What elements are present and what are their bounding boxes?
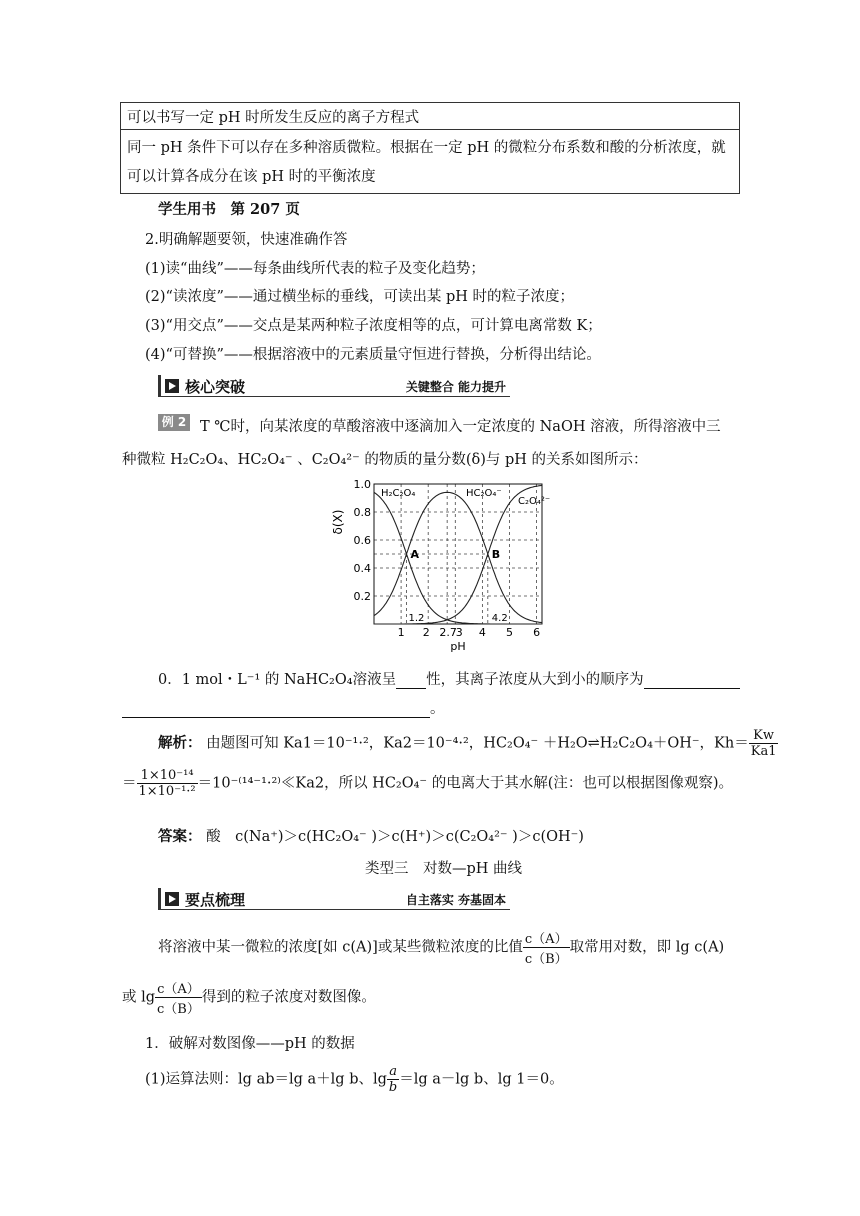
distribution-chart [330,474,560,654]
question-end: 。 [430,701,445,717]
x-tick-label: 3 [455,626,463,639]
c2o4-curve [374,485,542,624]
answer-label: 答案： [158,828,202,845]
table-cell: 同一 pH 条件下可以存在多种溶质微粒。根据在一定 pH 的微粒分布系数和酸的分析浓度，就 [127,140,726,156]
tips-heading: 2.明确解题要领，快速准确作答 [145,232,348,248]
section-title: 要点梳理 [185,891,246,909]
legend-h2c2o4: H₂C₂O₄ [381,488,416,499]
question-line-2 [122,697,445,718]
table-cell: 可以书写一定 pH 时所发生反应的离子方程式 [127,110,420,126]
analysis-label: 解析： [158,734,202,752]
ratio-fraction: $\frac{c(A)}{c(B)}$ [523,928,570,967]
y-tick-label: 0.6 [353,534,371,547]
tip-item: (4)“可替换”——根据溶液中的元素质量守恒进行替换，分析得出结论。 [145,347,601,363]
answer-blank [396,672,426,689]
x-tick-label: 2 [422,626,430,639]
analysis-line-2: ＝ $\frac{\text{1×10⁻¹⁴}}{\text{1×10⁻¹·²}}$ ＝10⁻⁽¹⁴⁻¹·²⁾≪Ka2，所以 HC₂O₄⁻ 的电离大于其水解(注：也可以根据图像观察)。 [122,768,734,799]
answer-text: 酸 c(Na⁺)＞c(HC₂O₄⁻ )＞c(H⁺)＞c(C₂O₄²⁻ )＞c(OH⁻) [206,829,584,845]
ab-fraction: $\frac{a}{b}$ [388,1064,398,1095]
play-icon [165,892,179,906]
table-cell: 可以计算各成分在该 pH 时的平衡浓度 [127,169,376,185]
tip-item: (3)“用交点”——交点是某两种粒子浓度相等的点，可计算电离常数 K； [145,318,602,334]
para-line: 将溶液中某一微粒的浓度[如 c(A)]或某些微粒浓度的比值 $\frac{c(A)}{c(B)}$ 取常用对数，即 lg c(A) [158,928,724,967]
analysis-text: ＝10⁻⁽¹⁴⁻¹·²⁾≪Ka2，所以 HC₂O₄⁻ 的电离大于其水解(注：也可以根据图像观察)。 [197,775,734,792]
point-b-label: B [491,548,501,561]
y-tick-label: 0.2 [353,590,371,603]
example-text: 种微粒 H₂C₂O₄、HC₂O₄⁻ 、C₂O₄²⁻ 的物质的量分数(δ)与 pH 的关系如图所示： [122,452,648,468]
type-title: 类型三 对数—pH 曲线 [365,861,523,877]
question-text: 0．1 mol・L⁻¹ 的 NaHC₂O₄溶液呈 [158,672,397,688]
example-badge: 例 2 [158,414,190,431]
pka2-label: 4.2 [491,613,508,624]
answer-blank [644,672,740,689]
play-icon [165,379,179,393]
x-tick-label: 5 [505,626,513,639]
book-reference: 学生用书 第 207 页 [158,201,300,218]
section-tag: 关键整合 能力提升 [405,380,506,394]
kh-fraction: $\frac{Kw}{Ka1}$ [750,728,777,759]
rule-line: (1)运算法则：lg ab＝lg a＋lg b、lg $\frac{a}{b}$ ＝lg a－lg b、lg 1＝0。 [145,1064,564,1095]
question-text: 性，其离子浓度从大到小的顺序为 [426,672,644,688]
tip-item: (2)“读浓度”——通过横坐标的垂线，可读出某 pH 时的粒子浓度； [145,289,575,305]
answer-line [158,825,584,846]
x-tick-label: 1 [397,626,405,639]
example-text: T ℃时，向某浓度的草酸溶液中逐滴加入一定浓度的 NaOH 溶液，所得溶液中三 [200,419,721,435]
section-header-points [158,888,510,910]
x-tick-label: 6 [533,626,541,639]
para-line-2: 或 lg $\frac{c(A)}{c(B)}$ 得到的粒子浓度对数图像。 [122,978,376,1017]
y-tick-label: 1.0 [353,478,371,491]
info-table [120,102,740,194]
question-line [158,668,740,689]
y-tick-label: 0.4 [353,562,371,575]
x-tick-label: 4 [478,626,486,639]
point-a-label: A [410,548,420,561]
x-axis-label: pH [450,640,466,653]
section-title: 核心突破 [185,378,246,396]
tip-item: (1)读“曲线”——每条曲线所代表的粒子及变化趋势； [145,261,485,277]
chart-curves [374,485,542,624]
value-fraction: $\frac{\text{1×10⁻¹⁴}}{\text{1×10⁻¹·²}}$ [138,768,196,799]
ratio-fraction: $\frac{c(A)}{c(B)}$ [155,978,202,1017]
table-row [121,103,739,130]
x-tick-label: 2.7 [439,626,457,639]
y-axis-label: δ(X) [331,509,345,535]
pka1-label: 1.2 [408,613,425,624]
legend-c2o4: C₂O₄²⁻ [518,496,551,507]
legend-hc2o4: HC₂O₄⁻ [466,488,502,499]
answer-blank [122,701,430,718]
point-heading: 1．破解对数图像——pH 的数据 [145,1036,355,1052]
section-tag: 自主落实 夯基固本 [405,893,506,907]
analysis-line [158,728,778,759]
analysis-text: 由题图可知 Ka1＝10⁻¹·²，Ka2＝10⁻⁴·²，HC₂O₄⁻ ＋H₂O⇌H₂C₂O₄＋OH⁻，Kh＝ [206,735,749,752]
section-header-core [158,375,510,397]
chart-grid [374,484,542,624]
y-tick-label: 0.8 [353,506,371,519]
